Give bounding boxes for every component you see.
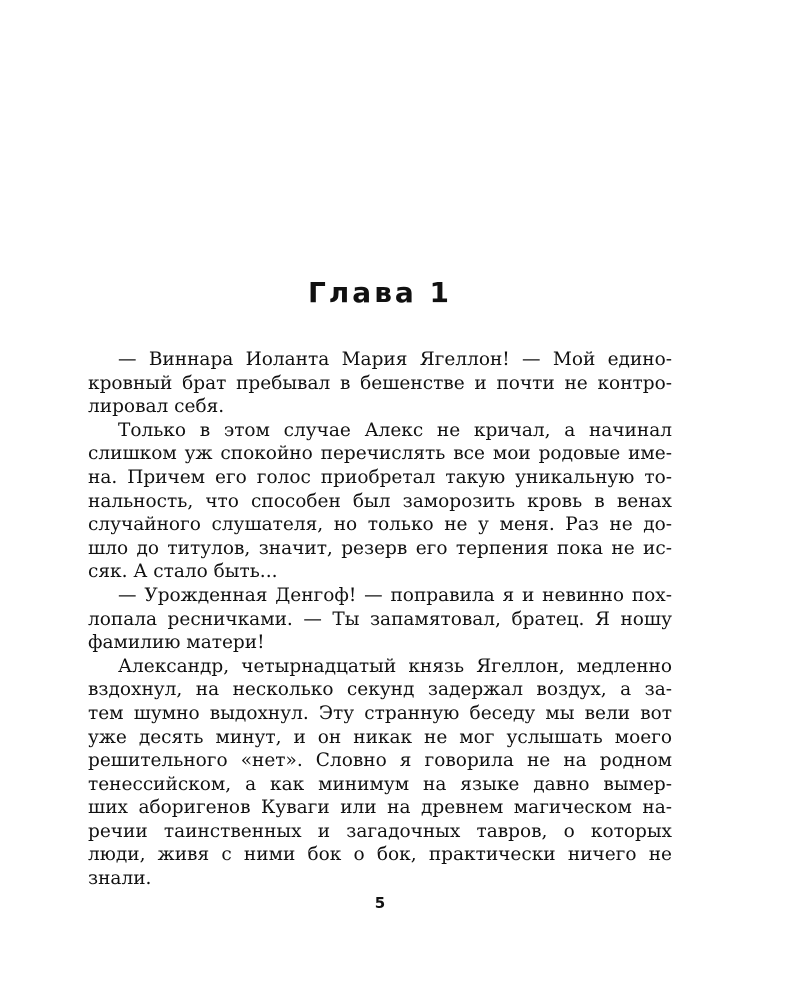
text-line: тенессийском, а как минимум на языке давно вымер-	[88, 773, 672, 795]
text-line: вздохнул, на несколько секунд задержал воздух, а за-	[88, 679, 672, 701]
text-line: кровный брат пребывал в бешенстве и почти не контро-	[88, 372, 672, 394]
text-line: — Виннара Иоланта Мария Ягеллон! — Мой едино-	[118, 349, 672, 370]
text-line: ших аборигенов Куваги или на древнем магическом на-	[88, 797, 672, 819]
text-line: слишком уж спокойно перечислять все мои родовые име-	[88, 443, 672, 465]
page-number: 5	[374, 894, 386, 912]
text-line: нальность, что способен был заморозить кровь в венах	[88, 490, 672, 512]
text-line: — Урожденная Денгоф! — поправила я и невинно пох-	[118, 584, 672, 606]
text-line: фамилию матери!	[88, 632, 265, 654]
text-line: люди, живя с ними бок о бок, практически ничего не	[88, 844, 672, 866]
text-line: речии таинственных и загадочных тавров, о которых	[88, 820, 672, 842]
text-line: случайного слушателя, но только не у меня. Раз не до-	[88, 514, 672, 536]
text-line: Александр, четырнадцатый князь Ягеллон, медленно	[118, 655, 672, 677]
text-line: уже десять минут, и он никак не мог услышать моего	[88, 726, 672, 748]
text-line: шло до титулов, значит, резерв его терпения пока не ис-	[88, 537, 672, 559]
text-line: знали.	[88, 868, 152, 890]
text-body	[88, 348, 672, 891]
text-line: на. Причем его голос приобретал такую уникальную то-	[88, 466, 672, 488]
text-line: тем шумно выдохнул. Эту странную беседу мы вели вот	[88, 702, 672, 724]
chapter-title: Глава 1	[307, 276, 453, 309]
text-line: решительного «нет». Словно я говорила не на родном	[88, 750, 672, 772]
text-line: лопала ресничками. — Ты запамятовал, братец. Я ношу	[88, 608, 672, 630]
text-line: сяк. А стало быть...	[88, 561, 278, 583]
text-line: Только в этом случае Алекс не кричал, а начинал	[118, 419, 672, 441]
text-line: лировал себя.	[88, 396, 225, 418]
